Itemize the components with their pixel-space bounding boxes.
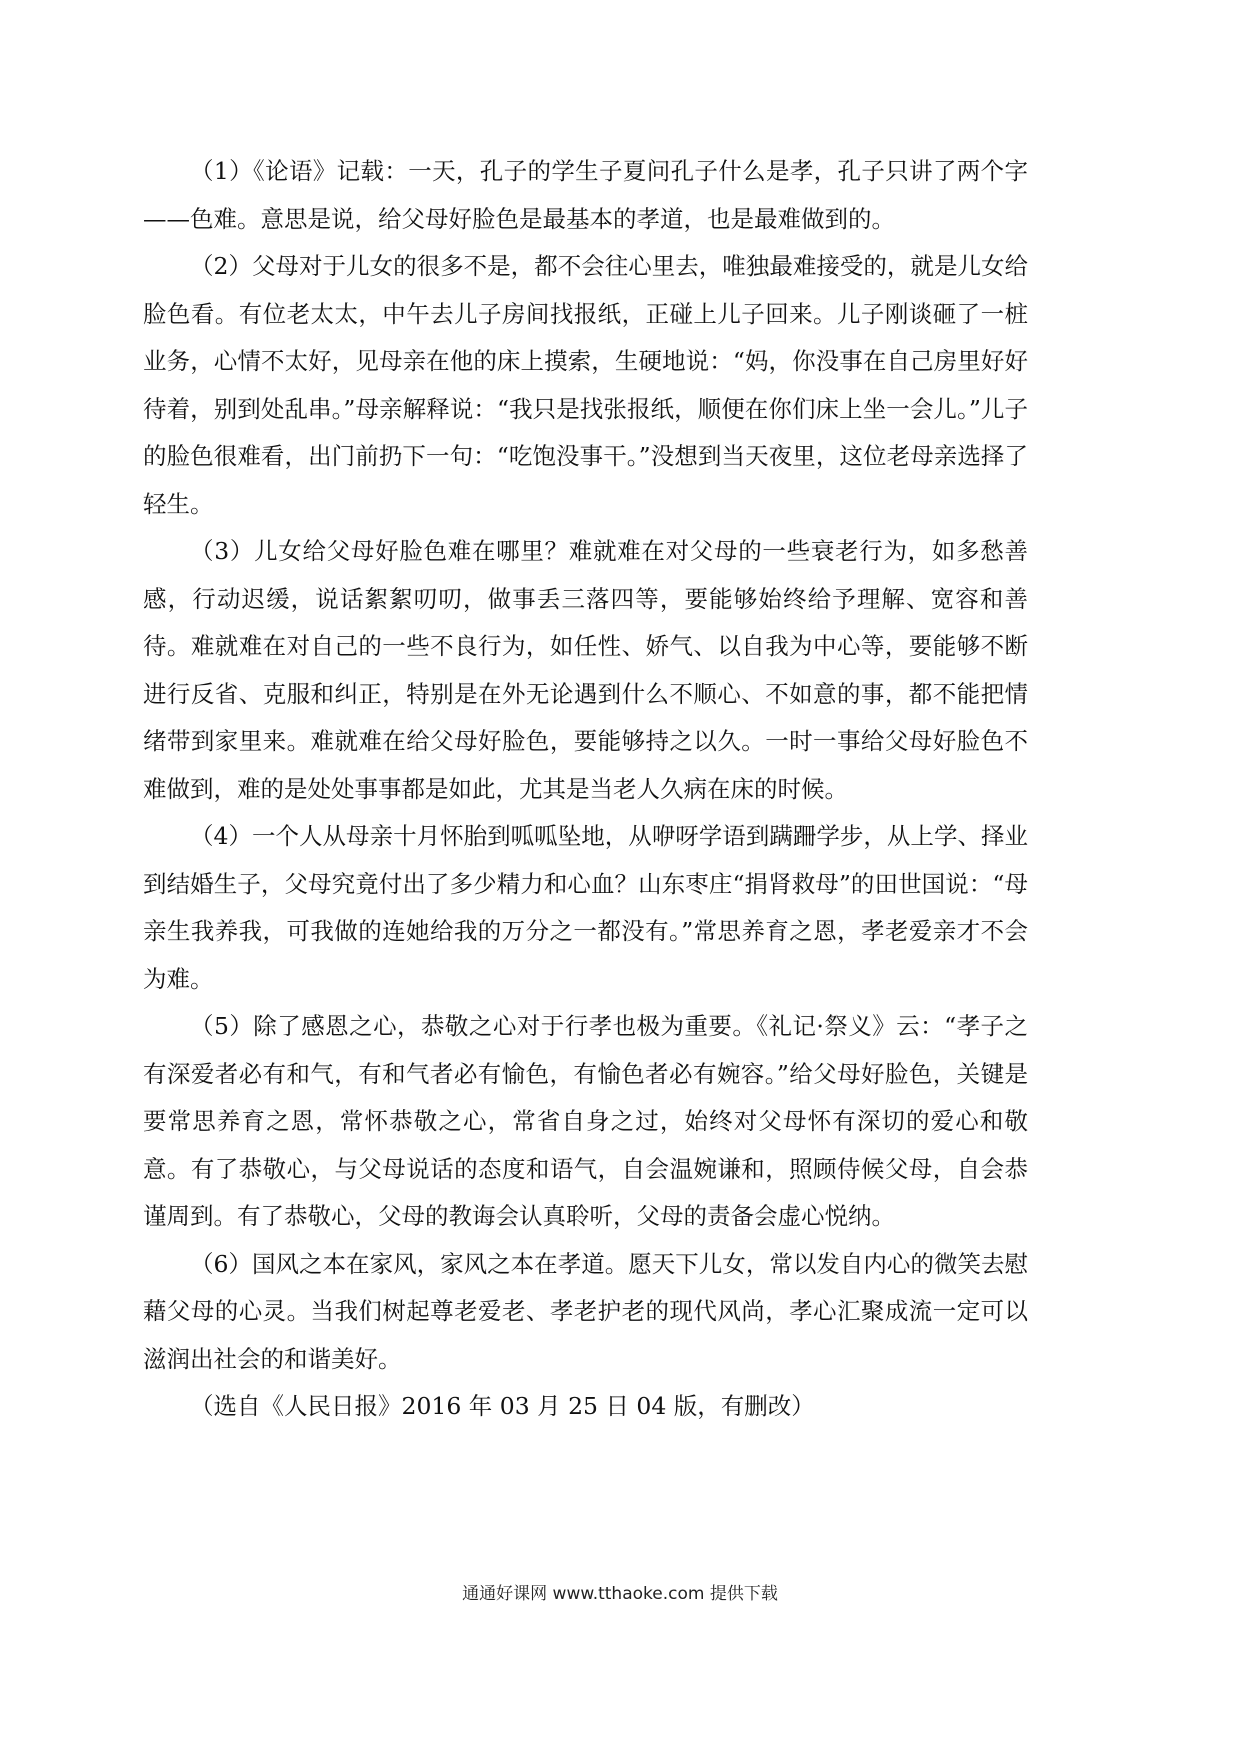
paragraph-6: （6）国风之本在家风，家风之本在孝道。愿天下儿女，常以发自内心的微笑去慰藉父母的心灵。当我们树起尊老爱老、孝老护老的现代风尚，孝心汇聚成流一定可以滋润出社会的和谐美好。 (143, 1249, 1028, 1373)
paragraph-3: （3）儿女给父母好脸色难在哪里？难就难在对父母的一些衰老行为，如多愁善感，行动迟缓，说话絮絮叨叨，做事丢三落四等，要能够始终给予理解、宽容和善待。难就难在对自己的一些不良行为，如任性、娇气、以自我为中心等，要能够不断进行反省、克服和纠正，特别是在外无论遇到什么不顺心、不如意的事，都不能把情绪带到家里来。难就难在给父母好脸色，要能够持之以久。一时一事给父母好脸色不难做到，难的是处处事事都是如此，尤其是当老人久病在床的时候。 (143, 537, 1028, 803)
source-note: （选自《人民日报》2016 年 03 月 25 日 04 版，有删改） (190, 1392, 815, 1420)
paragraph-5: （5）除了感恩之心，恭敬之心对于行孝也极为重要。《礼记·祭义》云：“孝子之有深爱者必有和气，有和气者必有愉色，有愉色者必有婉容。”给父母好脸色，关键是要常思养育之恩，常怀恭敬之心，常省自身之过，始终对父母怀有深切的爱心和敬意。有了恭敬心，与父母说话的态度和语气，自会温婉谦和，照顾侍候父母，自会恭谨周到。有了恭敬心，父母的教诲会认真聆听，父母的责备会虚心悦纳。 (143, 1012, 1028, 1230)
paragraph-1: （1）《论语》记载：一天，孔子的学生子夏问孔子什么是孝，孔子只讲了两个字——色难。意思是说，给父母好脸色是最基本的孝道，也是最难做到的。 (143, 157, 1028, 233)
article-body (143, 148, 1028, 1431)
page-footer: 通通好课网 www.tthaoke.com 提供下载 (462, 1584, 778, 1604)
paragraph-4: （4）一个人从母亲十月怀胎到呱呱坠地，从咿呀学语到蹒跚学步，从上学、择业到结婚生子，父母究竟付出了多少精力和心血？山东枣庄“捐肾救母”的田世国说：“母亲生我养我，可我做的连她给我的万分之一都没有。”常思养育之恩，孝老爱亲才不会为难。 (143, 822, 1028, 993)
paragraph-2: （2）父母对于儿女的很多不是，都不会往心里去，唯独最难接受的，就是儿女给脸色看。有位老太太，中午去儿子房间找报纸，正碰上儿子回来。儿子刚谈砸了一桩业务，心情不太好，见母亲在他的床上摸索，生硬地说：“妈，你没事在自己房里好好待着，别到处乱串。”母亲解释说：“我只是找张报纸，顺便在你们床上坐一会儿。”儿子的脸色很难看，出门前扔下一句：“吃饱没事干。”没想到当天夜里，这位老母亲选择了轻生。 (143, 252, 1028, 518)
